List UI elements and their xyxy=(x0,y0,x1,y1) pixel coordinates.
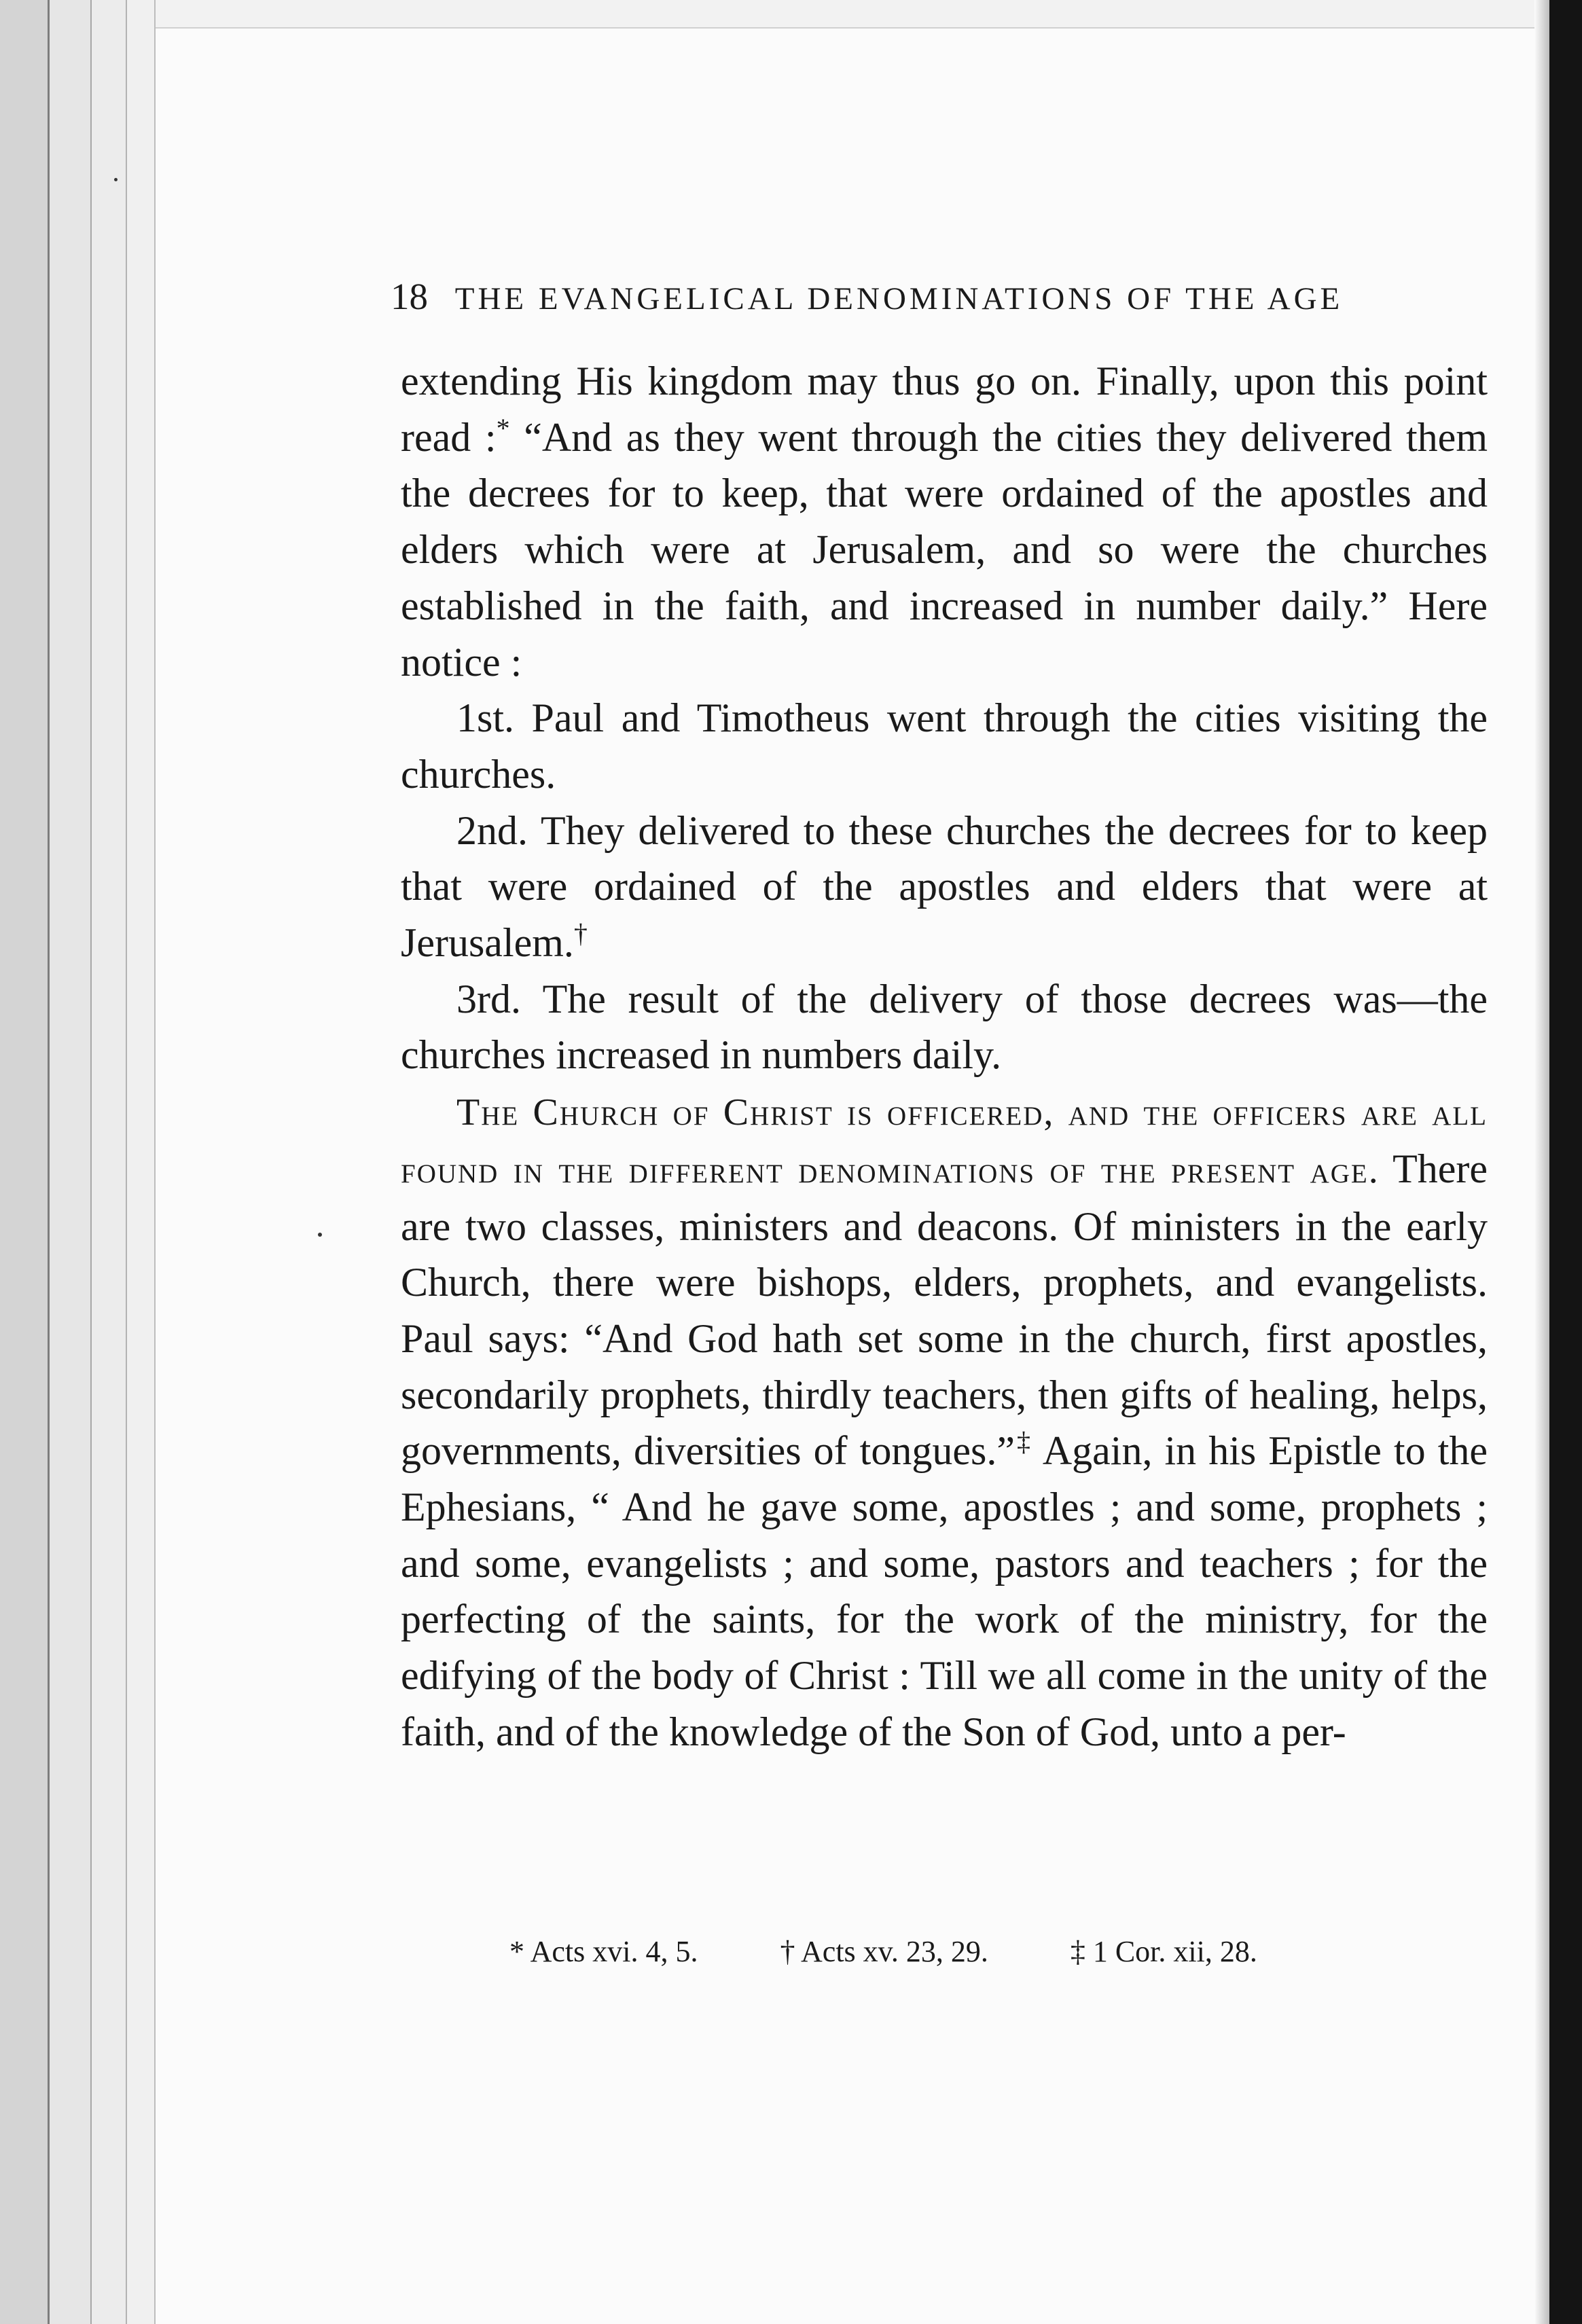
page-edge xyxy=(50,0,92,2324)
page-edge xyxy=(92,0,127,2324)
footnote: ‡ 1 Cor. xii, 28. xyxy=(1070,1935,1257,1968)
page-edge xyxy=(0,0,50,2324)
footnote-mark: † xyxy=(573,918,588,949)
section-heading: The Church of Christ is officered, and the officers are all found in the different denominations of the present age. xyxy=(401,1091,1488,1191)
paragraph: 2nd. They delivered to these churches the decrees for to keep that were ordained of the apostles and elders that were at Jerusalem.† xyxy=(401,807,1488,966)
page-number: 18 xyxy=(391,276,428,317)
running-head-title: THE EVANGELICAL DENOMINATIONS OF THE AGE xyxy=(454,281,1344,316)
paragraph: 1st. Paul and Timotheus went through the cities visiting the churches. xyxy=(401,695,1488,797)
page-edge xyxy=(127,0,156,2324)
paragraph: extending His kingdom may thus go on. Finally, upon this point read :* “And as they went through the cities they delivered them the decrees for to keep, that were ordained of the apostles and elders which were at Jerusalem, and so were the churches established in the faith, and increased in number daily.” Here notice : xyxy=(401,359,1488,685)
running-head xyxy=(391,275,1396,318)
binding-shadow xyxy=(1534,0,1549,2324)
paragraph: The Church of Christ is officered, and the officers are all found in the different denominations of the present age. There are two classes, ministers and deacons. Of ministers in the early Church, there were bishops, elders, prophets, and evangelists. Paul says: “And God hath set some in the church, first apostles, secondarily prophets, thirdly teachers, then gifts of healing, helps, governments, diversities of tongues.”‡ Again, in his Epistle to the Ephesians, “ And he gave some, apostles ; and some, prophets ; and some, evangelists ; and some, pastors and teachers ; for the perfecting of the saints, for the work of the ministry, for the edifying of the body of Christ : Till we all come in the unity of the faith, and of the knowledge of the Son of God, unto a per- xyxy=(401,1091,1488,1754)
footnote: † Acts xv. 23, 29. xyxy=(780,1935,988,1968)
ink-speck xyxy=(318,1233,322,1237)
book-binding xyxy=(1549,0,1582,2324)
footnote-mark: * xyxy=(496,412,510,443)
body-text xyxy=(401,353,1488,1760)
paragraph: 3rd. The result of the delivery of those decrees was—the churches increased in numbers daily. xyxy=(401,976,1488,1078)
footnotes xyxy=(509,1934,1460,1969)
footnote-mark: ‡ xyxy=(1014,1426,1033,1457)
ink-speck xyxy=(114,178,118,181)
footnote: * Acts xvi. 4, 5. xyxy=(509,1935,698,1968)
